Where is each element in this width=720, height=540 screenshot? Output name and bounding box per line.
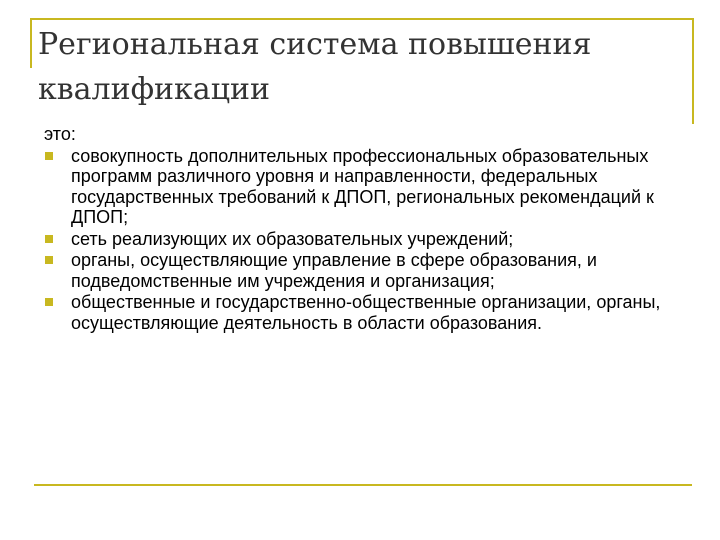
square-bullet-icon xyxy=(45,256,53,264)
frame-left-line xyxy=(30,18,32,68)
frame-right-line xyxy=(692,18,694,124)
bullet-item xyxy=(44,250,694,291)
bullet-list xyxy=(44,146,694,334)
square-bullet-icon xyxy=(45,235,53,243)
bullet-item xyxy=(44,292,694,333)
bullet-text: органы, осуществляющие управление в сфере образования, и подведомственные им учреждения и организация; xyxy=(71,250,597,291)
slide-content xyxy=(44,124,694,334)
square-bullet-icon xyxy=(45,152,53,160)
intro-text: это: xyxy=(44,124,76,144)
frame-top-line xyxy=(30,18,694,20)
bullet-item xyxy=(44,229,694,250)
bullet-item xyxy=(44,146,694,228)
square-bullet-icon xyxy=(45,298,53,306)
bullet-text: сеть реализующих их образовательных учреждений; xyxy=(71,228,514,249)
slide-title: Региональная система повышения квалификации xyxy=(38,27,592,107)
frame-bottom-line xyxy=(34,484,692,486)
bullet-text: общественные и государственно-общественные организации, органы, осуществляющие деятельность в области образования. xyxy=(71,292,661,333)
bullet-text: совокупность дополнительных профессиональных образовательных программ различного уровня и направленности, федеральных государственных требований к ДПОП, региональных рекомендаций к ДПОП; xyxy=(71,145,654,227)
